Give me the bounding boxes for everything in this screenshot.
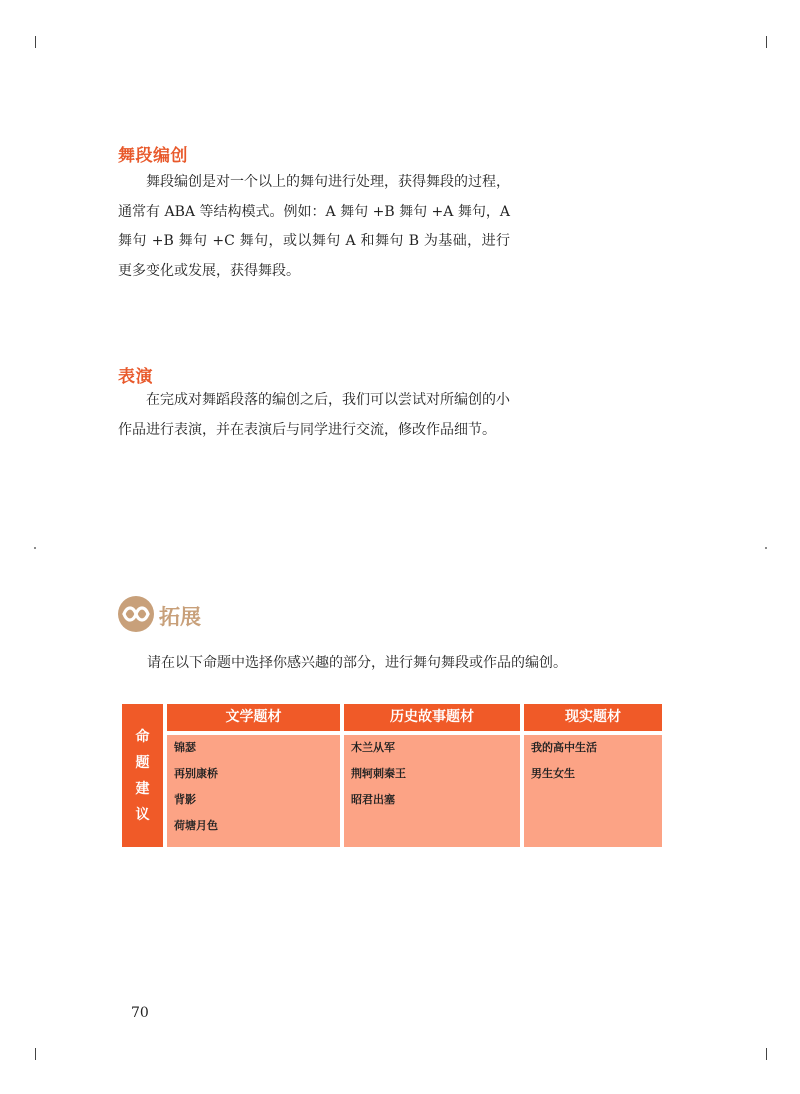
extension-title: 拓展 (159, 605, 201, 629)
topic-item: 背影 (174, 793, 196, 806)
topic-item: 荆轲刺秦王 (351, 767, 406, 780)
column-header: 文学题材 (167, 704, 340, 731)
side-label-char: 建 (135, 780, 150, 797)
side-label-char: 题 (135, 754, 150, 771)
topic-item: 锦瑟 (174, 741, 196, 754)
side-label-char: 命 (135, 728, 150, 745)
crop-mark (766, 36, 767, 48)
column-body (524, 735, 662, 847)
extension-intro: 请在以下命题中选择你感兴趣的部分，进行舞句舞段或作品的编创。 (147, 655, 567, 671)
column-header: 现实题材 (524, 704, 662, 731)
column-body (344, 735, 520, 847)
topic-item: 再别康桥 (174, 767, 218, 780)
topic-side-label (122, 704, 163, 847)
page-number: 70 (131, 1005, 149, 1021)
section-heading-choreography: 舞段编创 (118, 146, 188, 166)
side-label-char: 议 (135, 806, 150, 823)
section-heading-performance: 表演 (118, 367, 153, 387)
topic-column-reality (524, 704, 662, 847)
section-body-performance: 在完成对舞蹈段落的编创之后，我们可以尝试对所编创的小作品进行表演，并在表演后与同学进行交流，修改作品细节。 (118, 392, 510, 438)
crop-mark (35, 1048, 36, 1060)
section-body-choreography: 舞段编创是对一个以上的舞句进行处理，获得舞段的过程，通常有 ABA 等结构模式。例如：A 舞句 +B 舞句 +A 舞句，A 舞句 +B 舞句 +C 舞句，或以舞句 A 和舞句 B 为基础，进行更多变化或发展，获得舞段。 (118, 174, 510, 279)
crop-mark (34, 547, 36, 549)
topic-item: 我的高中生活 (531, 741, 597, 754)
crop-mark (765, 547, 767, 549)
crop-mark (35, 36, 36, 48)
extension-icon (118, 596, 154, 632)
topic-item: 昭君出塞 (351, 793, 395, 806)
crop-mark (766, 1048, 767, 1060)
topic-column-history (344, 704, 520, 847)
topic-column-literature (167, 704, 340, 847)
topic-item: 木兰从军 (351, 741, 395, 754)
topic-item: 男生女生 (531, 767, 575, 780)
column-body (167, 735, 340, 847)
column-header: 历史故事题材 (344, 704, 520, 731)
topic-item: 荷塘月色 (174, 819, 218, 832)
topic-table (122, 704, 662, 847)
